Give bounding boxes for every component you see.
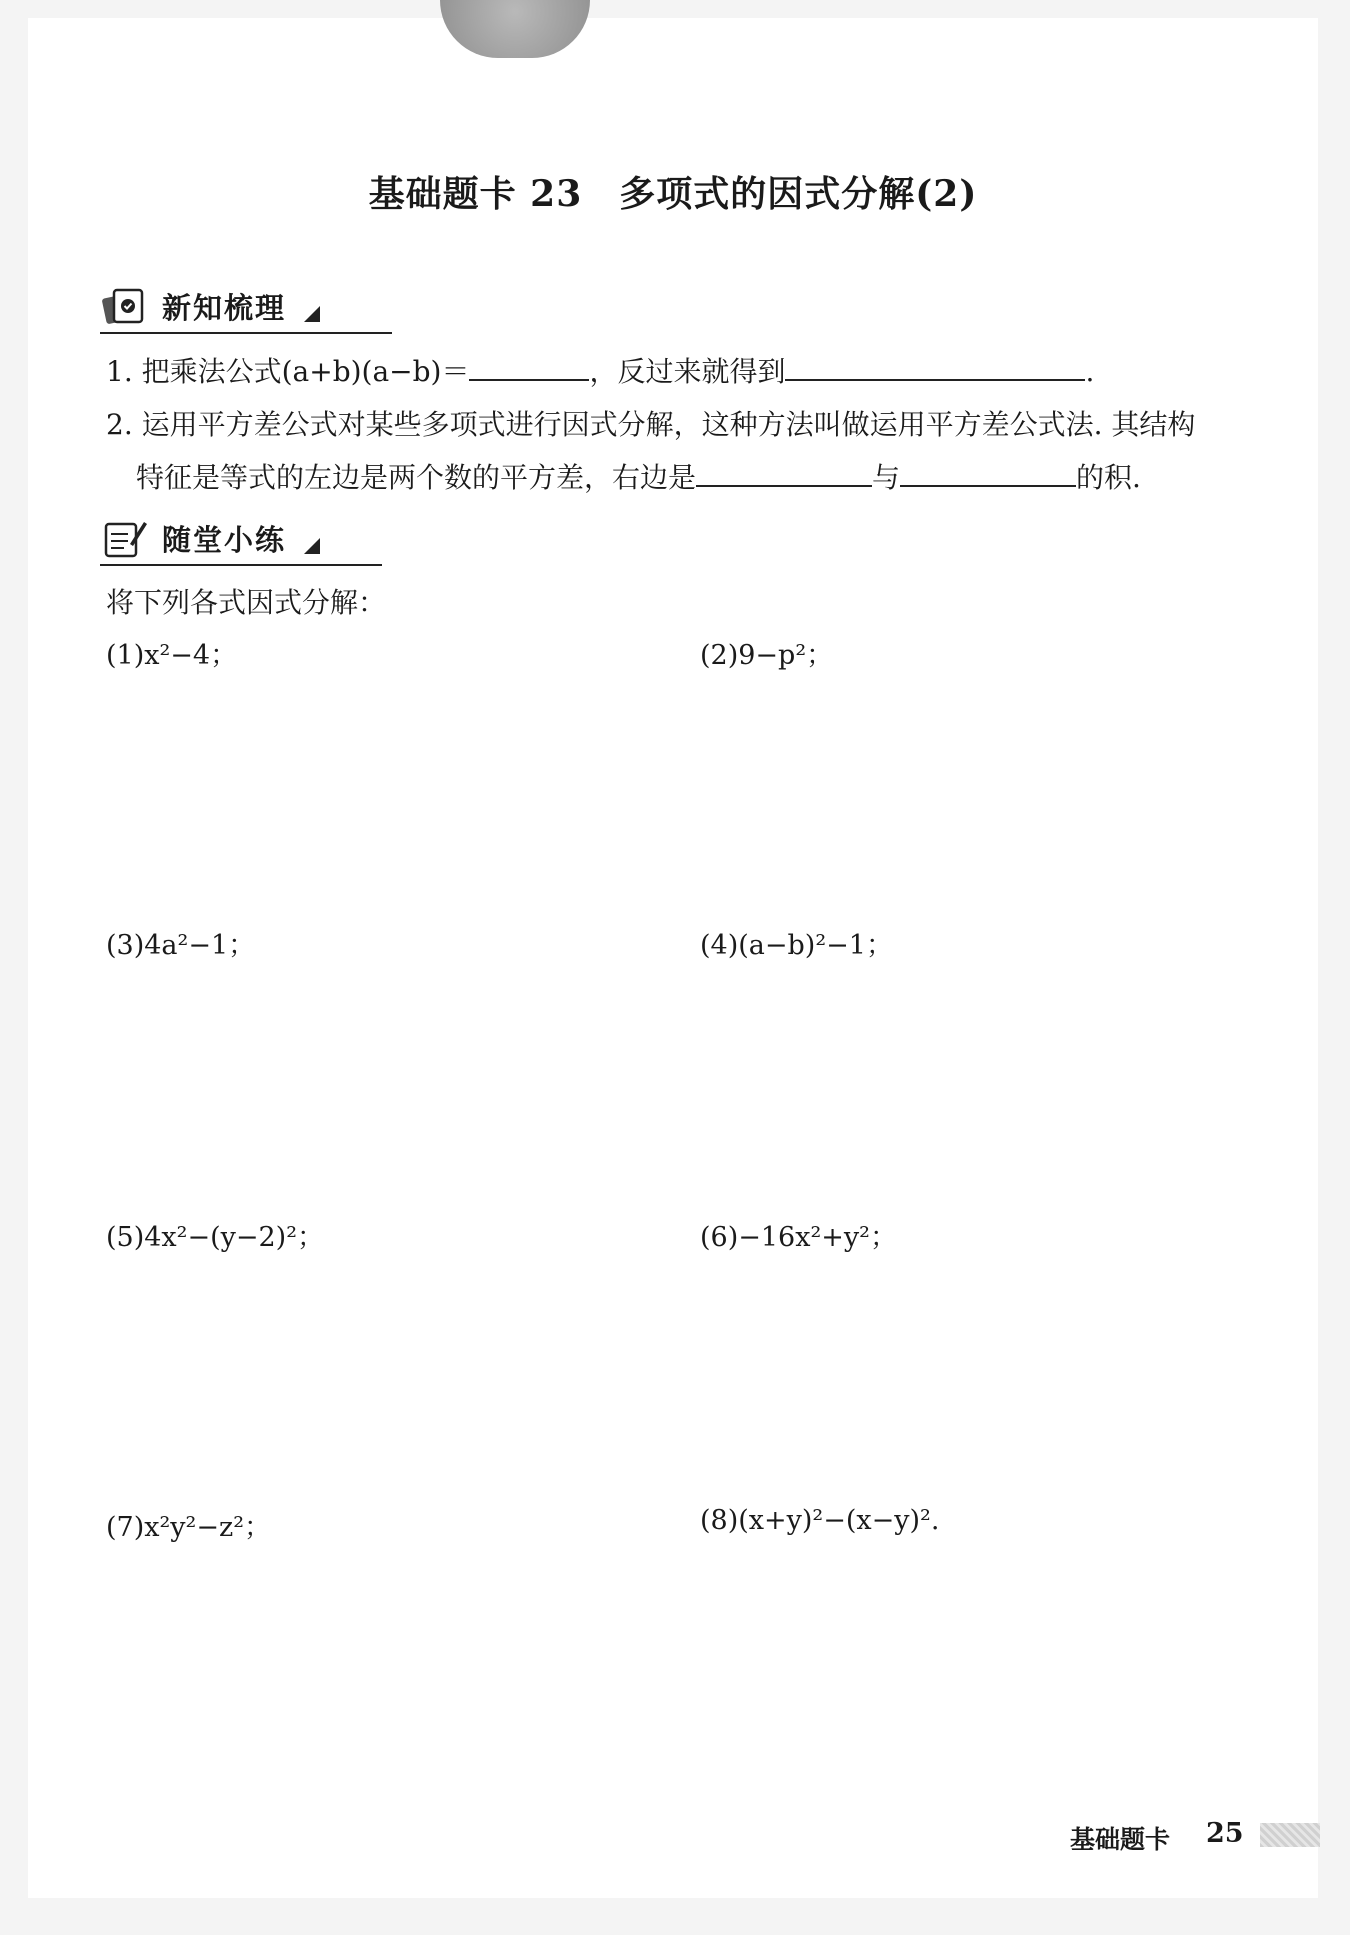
section-header-new-knowledge [100, 282, 320, 330]
question-1 [106, 350, 1094, 390]
problem-1: (1)x²−4； [106, 640, 238, 671]
page-tab-decoration [440, 0, 590, 58]
problem-8: (8)(x+y)²−(x−y)². [700, 1505, 940, 1536]
question-2-prefix: 特征是等式的左边是两个数的平方差，右边是 [136, 461, 697, 494]
question-1-prefix: 1. 把乘法公式(a+b)(a−b)＝ [106, 355, 470, 388]
problem-2: (2)9−p²； [700, 640, 834, 671]
question-1-suffix: . [1085, 355, 1095, 388]
problem-7: (7)x²y²−z²； [106, 1512, 272, 1543]
section-label: 新知梳理 [162, 290, 287, 325]
answer-blank-2a[interactable] [696, 459, 872, 487]
problem-6: (6)−16x²+y²； [700, 1222, 897, 1253]
question-2-line-1: 2. 运用平方差公式对某些多项式进行因式分解，这种方法叫做运用平方差公式法. 其结构 [106, 408, 1196, 441]
worksheet-page [28, 18, 1318, 1898]
section-header-practice [100, 514, 320, 562]
problem-5: (5)4x²−(y−2)²； [106, 1222, 325, 1253]
problem-4: (4)(a−b)²−1； [700, 930, 893, 961]
footer-label: 基础题卡 [1070, 1825, 1171, 1854]
notebook-check-icon [100, 282, 148, 330]
footer-decoration-bar [1260, 1823, 1320, 1847]
question-2-suffix: 的积. [1076, 461, 1141, 494]
section-label: 随堂小练 [162, 522, 287, 557]
answer-blank-2b[interactable] [900, 459, 1076, 487]
question-2-middle: 与 [872, 461, 901, 494]
page-title: 基础题卡 23 多项式的因式分解(2) [368, 173, 978, 215]
section-triangle-marker [304, 538, 320, 554]
section-underline [100, 332, 392, 334]
question-2-line-2 [136, 456, 1141, 496]
practice-instruction: 将下列各式因式分解： [106, 586, 387, 619]
problem-3: (3)4a²−1； [106, 930, 256, 961]
section-triangle-marker [304, 306, 320, 322]
answer-blank-1b[interactable] [785, 353, 1085, 381]
page-number: 25 [1206, 1818, 1244, 1849]
question-1-middle: ，反过来就得到 [589, 355, 786, 388]
section-underline [100, 564, 382, 566]
notebook-pencil-icon [100, 514, 148, 562]
answer-blank-1a[interactable] [469, 353, 589, 381]
